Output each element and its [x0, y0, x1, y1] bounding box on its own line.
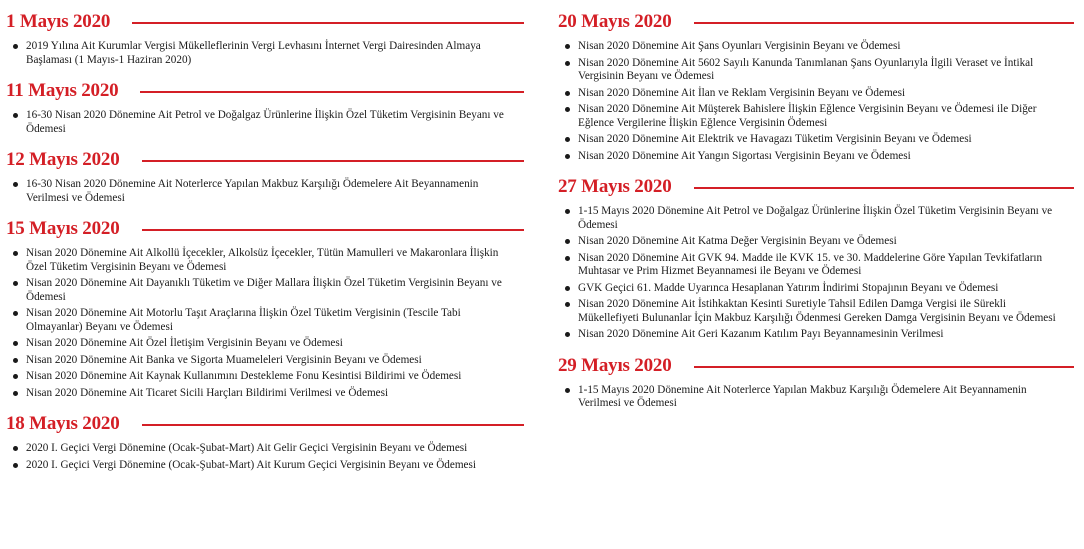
list-item [26, 354, 524, 368]
list-item [26, 40, 524, 67]
list-item-text: Nisan 2020 Dönemine Ait Alkollü İçecekler, Alkolsüz İçecekler, Tütün Mamulleri ve Makaronlara İlişkin Özel Tüketim Vergisinin Beyanı ve Ödemesi [26, 247, 499, 273]
date-section [558, 8, 1074, 163]
date-header [558, 352, 1074, 380]
list-item-text: Nisan 2020 Dönemine Ait Dayanıklı Tüketim ve Diğer Mallara İlişkin Özel Tüketim Vergisinin Beyanı ve Ödemesi [26, 277, 502, 303]
date-divider-line [142, 160, 524, 162]
deadline-list [6, 247, 524, 400]
deadline-list [6, 40, 524, 67]
list-item [26, 178, 524, 205]
list-item-text: Nisan 2020 Dönemine Ait Katma Değer Vergisinin Beyanı ve Ödemesi [578, 235, 897, 247]
list-item-text: Nisan 2020 Dönemine Ait Geri Kazanım Katılım Payı Beyannamesinin Verilmesi [578, 328, 944, 340]
date-section [6, 146, 524, 205]
list-item [26, 277, 524, 304]
list-item-text: Nisan 2020 Dönemine Ait GVK 94. Madde ile KVK 15. ve 30. Maddelerine Göre Yapılan Tevkifatların Muhtasar ve Prim Hizmet Beyannamesi ile Beyanı ve Ödemesi [578, 251, 1043, 277]
list-item [578, 87, 1074, 101]
date-header [6, 410, 524, 438]
list-item [578, 298, 1074, 325]
bullet-icon [565, 302, 570, 307]
date-title: 1 Mayıs 2020 [6, 11, 111, 32]
bullet-icon [565, 388, 570, 393]
list-item-text: 16-30 Nisan 2020 Dönemine Ait Noterlerce Yapılan Makbuz Karşılığı Ödemelere Ait Beyannamenin Verilmesi ve Ödemesi [26, 178, 479, 204]
date-title: 29 Mayıs 2020 [558, 354, 672, 376]
bullet-icon [565, 239, 570, 244]
list-item [26, 307, 524, 334]
list-item-text: Nisan 2020 Dönemine Ait Müşterek Bahislere İlişkin Eğlence Vergisinin Beyanı ve Ödemesi ile Diğer Eğlence Vergilerine İlişkin Eğlence Vergisinin Ödemesi [578, 103, 1037, 129]
list-item-text: 2020 I. Geçici Vergi Dönemine (Ocak-Şubat-Mart) Ait Gelir Geçici Vergisinin Beyanı ve Ödemesi [26, 442, 468, 454]
date-section [6, 8, 524, 67]
bullet-icon [565, 286, 570, 291]
list-item-text: 1-15 Mayıs 2020 Dönemine Ait Petrol ve Doğalgaz Ürünlerine İlişkin Özel Tüketim Vergisinin Beyanı ve Ödemesi [578, 205, 1053, 231]
bullet-icon [565, 91, 570, 96]
date-header [6, 215, 524, 243]
date-header [6, 8, 524, 36]
list-item-text: Nisan 2020 Dönemine Ait Motorlu Taşıt Araçlarına İlişkin Özel Tüketim Vergisinin (Tescile Tabi Olmayanlar) Beyanı ve Ödemesi [26, 307, 461, 333]
bullet-icon [13, 446, 18, 451]
date-title: 11 Mayıs 2020 [6, 80, 119, 101]
list-item-text: Nisan 2020 Dönemine Ait İstihkaktan Kesinti Suretiyle Tahsil Edilen Damga Vergisi ile Sürekli Mükellefiyeti Bulunanlar İçin Makbuz Karşılığı Ödenmesi Gereken Damga Vergisinin Beyanı ve Ödemesi [578, 298, 1056, 324]
list-item [578, 235, 1074, 249]
date-divider-line [132, 22, 524, 24]
list-item-text: 1-15 Mayıs 2020 Dönemine Ait Noterlerce Yapılan Makbuz Karşılığı Ödemelere Ait Beyannamenin Verilmesi ve Ödemesi [578, 383, 1027, 409]
deadline-list [558, 40, 1074, 163]
date-divider-line [140, 91, 524, 93]
date-title: 18 Mayıs 2020 [6, 413, 120, 434]
bullet-icon [565, 44, 570, 49]
list-item-text: Nisan 2020 Dönemine Ait 5602 Sayılı Kanunda Tanımlanan Şans Oyunlarıyla İlgili Veraset ve İntikal Vergisinin Beyanı ve Ödemesi [578, 56, 1034, 82]
list-item [26, 387, 524, 401]
date-title: 20 Mayıs 2020 [558, 11, 672, 32]
bullet-icon [565, 154, 570, 159]
bullet-icon [13, 463, 18, 468]
list-item [578, 328, 1074, 342]
bullet-icon [565, 61, 570, 66]
date-title: 15 Mayıs 2020 [6, 218, 120, 239]
list-item-text: Nisan 2020 Dönemine Ait Elektrik ve Havagazı Tüketim Vergisinin Beyanı ve Ödemesi [578, 133, 972, 145]
list-item [578, 205, 1074, 232]
list-item [26, 442, 524, 456]
list-item [578, 252, 1074, 279]
date-section [6, 215, 524, 400]
bullet-icon [13, 358, 18, 363]
list-item-text: 16-30 Nisan 2020 Dönemine Ait Petrol ve Doğalgaz Ürünlerine İlişkin Özel Tüketim Vergisinin Beyanı ve Ödemesi [26, 109, 504, 135]
date-header [558, 173, 1074, 201]
list-item-text: Nisan 2020 Dönemine Ait Özel İletişim Vergisinin Beyanı ve Ödemesi [26, 337, 343, 349]
date-title: 12 Mayıs 2020 [6, 149, 120, 170]
bullet-icon [13, 341, 18, 346]
bullet-icon [13, 182, 18, 187]
date-title: 27 Mayıs 2020 [558, 176, 672, 197]
date-divider-line [694, 187, 1074, 189]
date-divider-line [142, 229, 524, 231]
date-section [6, 77, 524, 136]
right-column [558, 8, 1074, 421]
bullet-icon [565, 209, 570, 214]
bullet-icon [565, 332, 570, 337]
list-item-text: Nisan 2020 Dönemine Ait Banka ve Sigorta Muameleleri Vergisinin Beyanı ve Ödemesi [26, 353, 422, 366]
date-header [6, 146, 524, 174]
bullet-icon [13, 374, 18, 379]
date-header [558, 8, 1074, 36]
date-section [558, 173, 1074, 342]
deadline-list [6, 178, 524, 205]
bullet-icon [565, 137, 570, 142]
list-item-text: Nisan 2020 Dönemine Ait Şans Oyunları Vergisinin Beyanı ve Ödemesi [578, 40, 901, 52]
left-column [6, 8, 524, 482]
list-item [578, 150, 1074, 164]
deadline-list [558, 384, 1074, 411]
list-item [578, 103, 1074, 130]
bullet-icon [565, 256, 570, 261]
list-item-text: Nisan 2020 Dönemine Ait Ticaret Sicili Harçları Bildirimi Verilmesi ve Ödemesi [26, 386, 389, 399]
list-item-text: Nisan 2020 Dönemine Ait Kaynak Kullanımını Destekleme Fonu Kesintisi Bildirimi ve Ödemesi [26, 370, 462, 382]
list-item [578, 40, 1074, 54]
date-divider-line [694, 366, 1074, 368]
list-item [26, 109, 524, 136]
date-section [558, 352, 1074, 411]
list-item [26, 337, 524, 351]
deadline-list [558, 205, 1074, 342]
list-item-text: 2019 Yılına Ait Kurumlar Vergisi Mükelleflerinin Vergi Levhasını İnternet Vergi Dairesinden Almaya Başlaması (1 Mayıs-1 Haziran 2020) [26, 40, 481, 66]
bullet-icon [13, 44, 18, 49]
list-item [26, 247, 524, 274]
date-section [6, 410, 524, 472]
bullet-icon [13, 311, 18, 316]
bullet-icon [13, 113, 18, 118]
date-header [6, 77, 524, 105]
list-item [578, 384, 1074, 411]
bullet-icon [13, 281, 18, 286]
deadline-list [6, 442, 524, 472]
date-divider-line [142, 424, 524, 426]
bullet-icon [565, 107, 570, 112]
bullet-icon [13, 251, 18, 256]
list-item-text: Nisan 2020 Dönemine Ait İlan ve Reklam Vergisinin Beyanı ve Ödemesi [578, 86, 906, 99]
list-item-text: Nisan 2020 Dönemine Ait Yangın Sigortası Vergisinin Beyanı ve Ödemesi [578, 149, 911, 162]
deadline-list [6, 109, 524, 136]
list-item-text: 2020 I. Geçici Vergi Dönemine (Ocak-Şubat-Mart) Ait Kurum Geçici Vergisinin Beyanı ve Ödemesi [26, 458, 476, 471]
list-item-text: GVK Geçici 61. Madde Uyarınca Hesaplanan Yatırım İndirimi Stopajının Beyanı ve Ödemesi [578, 281, 999, 294]
list-item [26, 370, 524, 384]
list-item [578, 282, 1074, 296]
list-item [578, 133, 1074, 147]
date-divider-line [694, 22, 1074, 24]
list-item [578, 57, 1074, 84]
bullet-icon [13, 391, 18, 396]
list-item [26, 459, 524, 473]
